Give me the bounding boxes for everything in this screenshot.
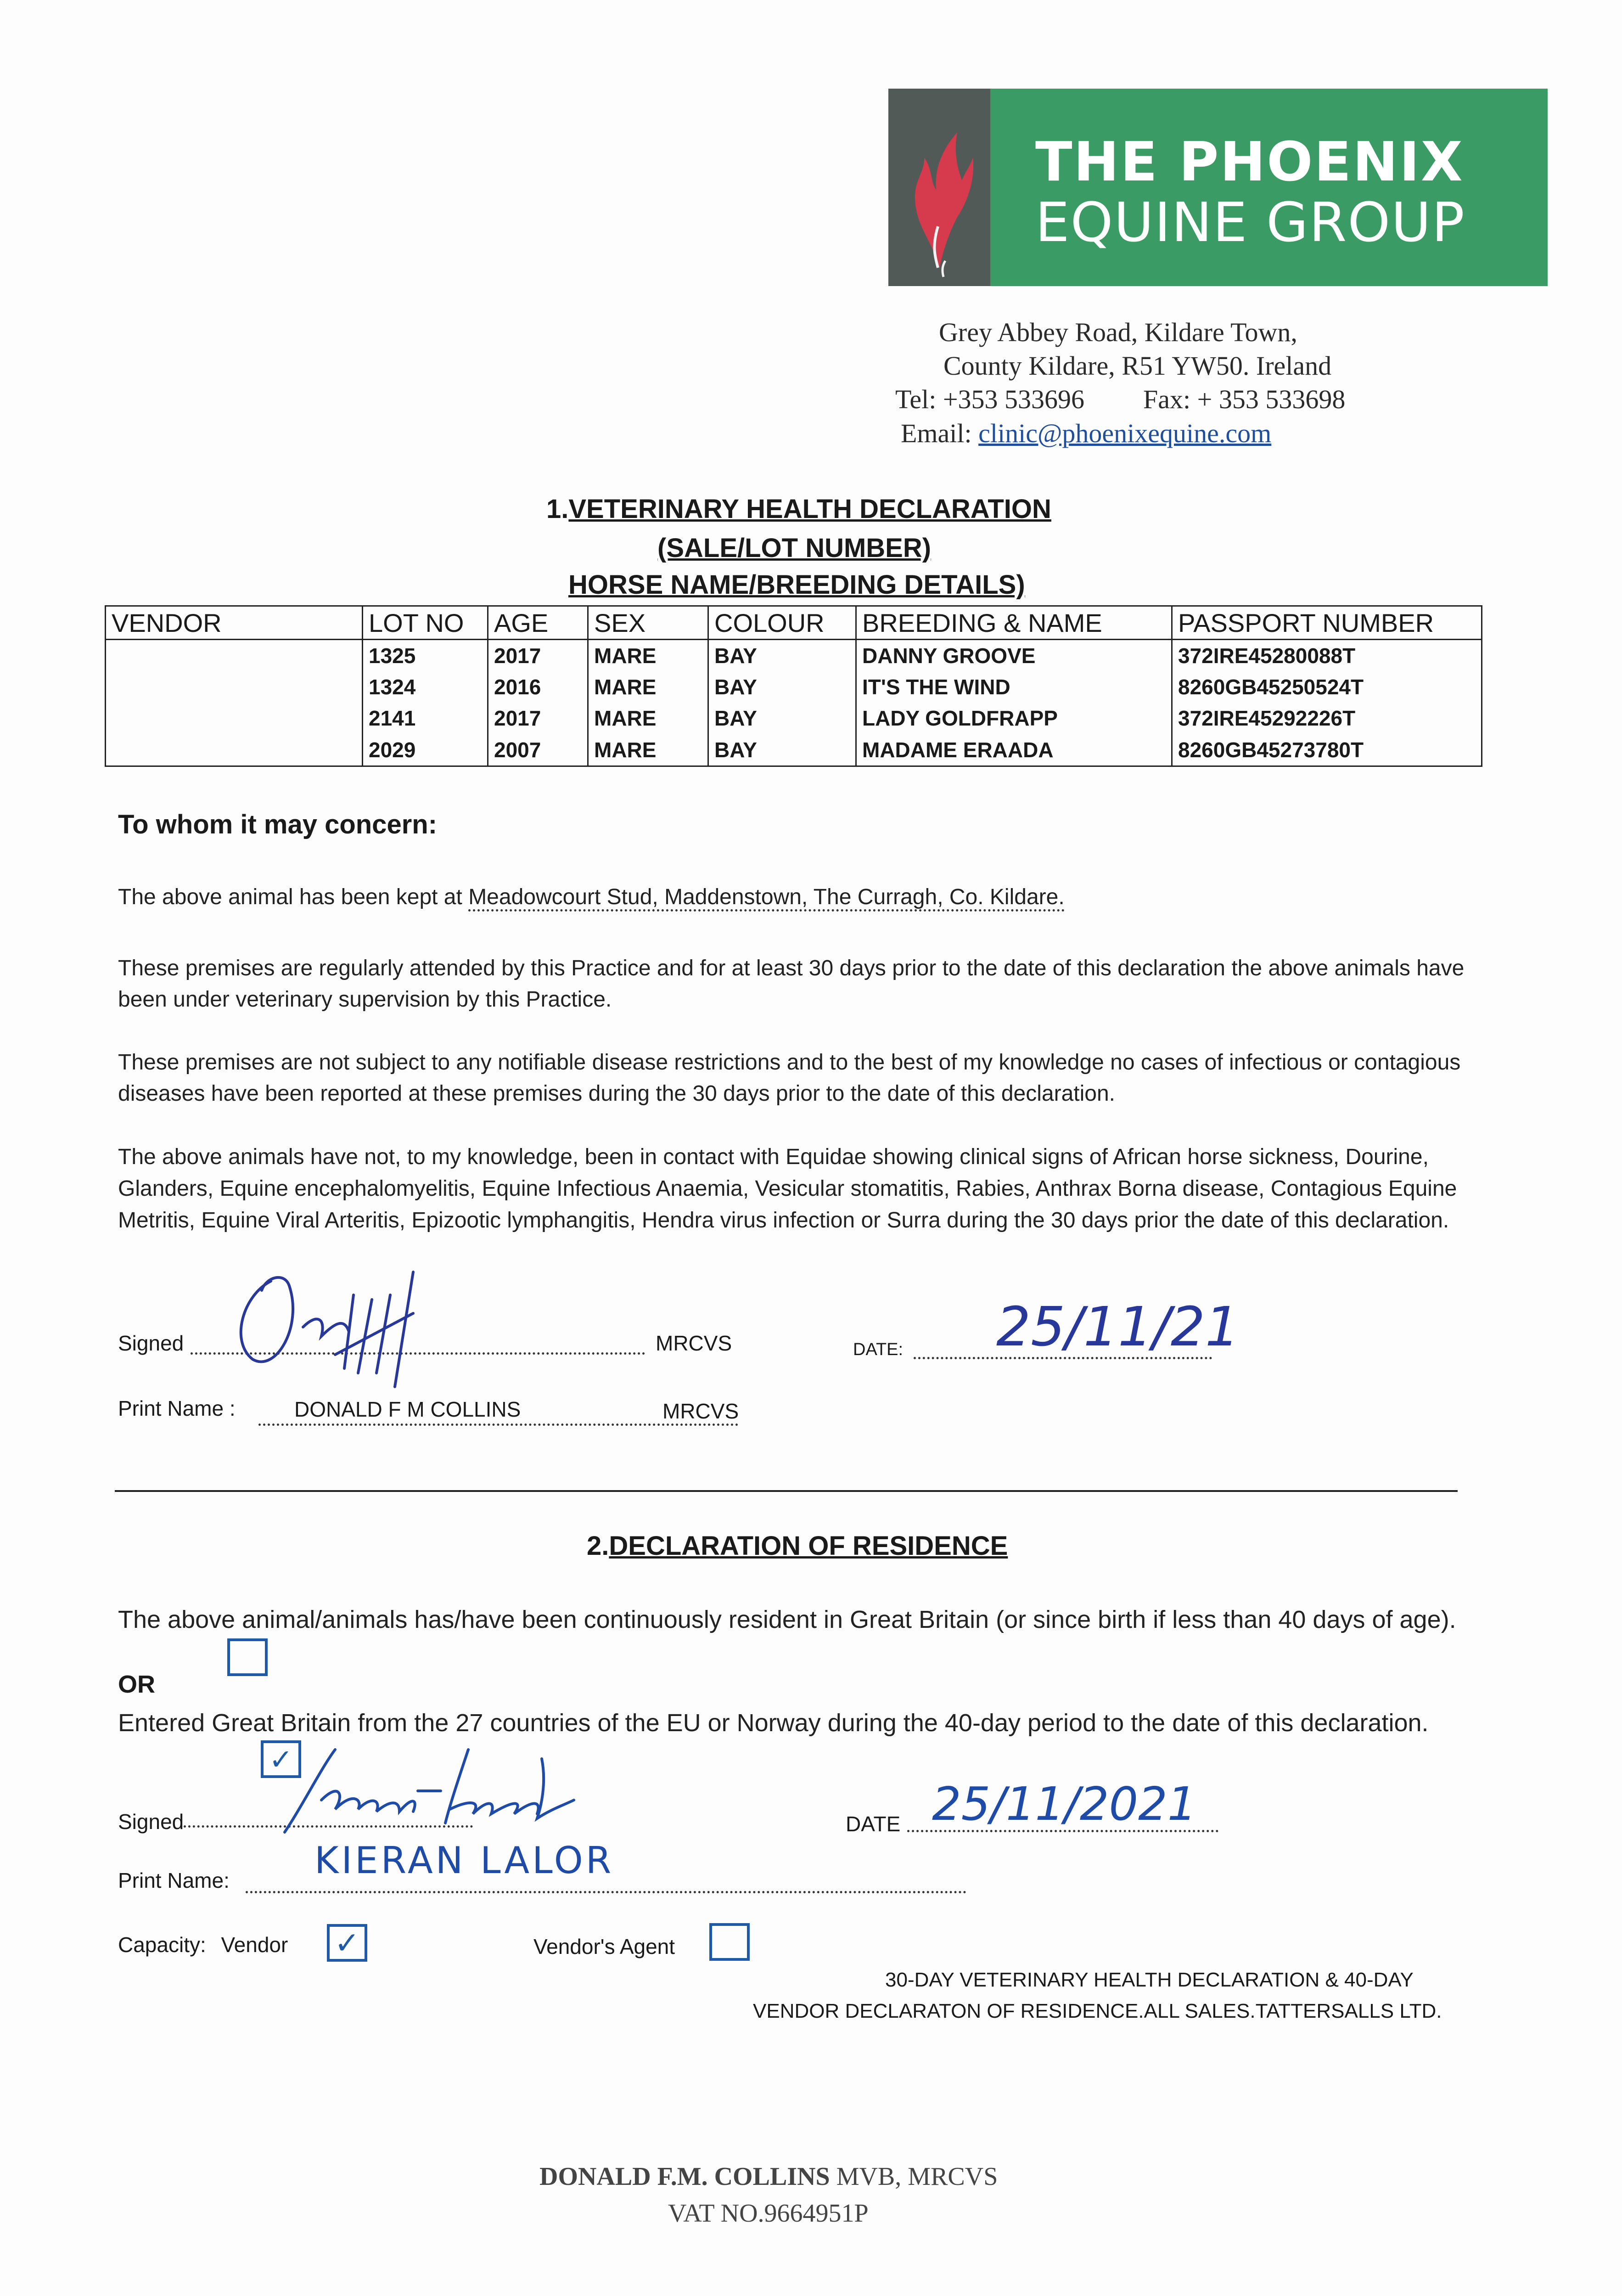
col-header-passport: PASSPORT NUMBER bbox=[1172, 606, 1482, 640]
capacity-vendor-label: Vendor bbox=[221, 1933, 288, 1957]
residence-option-1-text: The above animal/animals has/have been continuously resident in Great Britain (or since birth if less than 40 days of age). bbox=[118, 1606, 1456, 1633]
col-header-age: AGE bbox=[488, 606, 588, 640]
location-value: Meadowcourt Stud, Maddenstown, The Curragh, Co. Kildare. bbox=[468, 885, 1064, 912]
section1-title: VETERINARY HEALTH DECLARATION bbox=[568, 494, 1051, 524]
capacity-agent-label: Vendor's Agent bbox=[533, 1935, 675, 1958]
section1-heading bbox=[546, 494, 1051, 524]
sig1-print-label: Print Name : bbox=[118, 1396, 236, 1420]
vet-signature bbox=[197, 1258, 491, 1396]
cell-sex: MARE bbox=[588, 734, 708, 766]
address-line-2: County Kildare, R51 YW50. Ireland bbox=[943, 351, 1332, 381]
paragraph-supervision: These premises are regularly attended by this Practice and for at least 30 days prior to the date of this declaration the above animals have been under veterinary supervision by this Practice. bbox=[118, 956, 1465, 1012]
sig2-date-label: DATE bbox=[846, 1812, 901, 1836]
cell-colour: BAY bbox=[708, 671, 856, 703]
cell-name: LADY GOLDFRAPP bbox=[856, 703, 1172, 734]
paragraph-disease-restrictions: These premises are not subject to any notifiable disease restrictions and to the best of my knowledge no cases of infectious or contagious diseases have been reported at these premises during the 30 days prior to the date of this declaration. bbox=[118, 1050, 1461, 1106]
col-header-breeding: BREEDING & NAME bbox=[856, 606, 1172, 640]
vendor-signature bbox=[266, 1731, 634, 1841]
sig1-print-name: DONALD F M COLLINS bbox=[294, 1397, 521, 1421]
sig1-mrcvs: MRCVS bbox=[656, 1331, 732, 1355]
paragraph-disease-contact: The above animals have not, to my knowledge, been in contact with Equidae showing clinical signs of African horse sickness, Dourine, Glanders, Equine encephalomyelitis, Equine Infectious Anaemia, Vesicular stomatitis, Rabies, Anthrax Borna disease, Contagious Equine Metritis, Equine Viral Arteritis, Epizootic lymphangitis, Hendra virus infection or Surra during the 30 days prior the date of this declaration. bbox=[118, 1145, 1457, 1232]
table-header-row bbox=[106, 606, 1482, 640]
cell-colour: BAY bbox=[708, 703, 856, 734]
footer-quals: MVB, MRCVS bbox=[836, 2162, 998, 2191]
footer-name-line bbox=[539, 2162, 998, 2191]
footer-name: DONALD F.M. COLLINS bbox=[539, 2162, 830, 2191]
cell-age: 2017 bbox=[488, 640, 588, 672]
cell-vendor bbox=[106, 671, 363, 703]
logo-line-2: EQUINE GROUP bbox=[1035, 191, 1465, 254]
cell-passport: 372IRE45292226T bbox=[1172, 703, 1482, 734]
table-row bbox=[106, 671, 1482, 703]
greeting: To whom it may concern: bbox=[118, 810, 438, 839]
cell-name: MADAME ERAADA bbox=[856, 734, 1172, 766]
sig2-signed-label: Signed bbox=[118, 1810, 184, 1834]
section2-title: DECLARATION OF RESIDENCE bbox=[609, 1531, 1008, 1561]
capacity-agent-checkbox[interactable] bbox=[709, 1923, 750, 1961]
footer-note-line-1: 30-DAY VETERINARY HEALTH DECLARATION & 40-DAY bbox=[885, 1969, 1414, 1991]
sig2-date-handwritten: 25/11/2021 bbox=[932, 1777, 1197, 1831]
sig2-print-name-handwritten: KIERAN LALOR bbox=[314, 1839, 614, 1882]
cell-sex: MARE bbox=[588, 671, 708, 703]
col-header-lot: LOT NO bbox=[363, 606, 488, 640]
sig2-print-label: Print Name: bbox=[118, 1868, 230, 1892]
cell-vendor bbox=[106, 703, 363, 734]
sig1-signed-label: Signed bbox=[118, 1331, 184, 1355]
sig1-date-handwritten: 25/11/21 bbox=[996, 1295, 1240, 1358]
table-row bbox=[106, 703, 1482, 734]
sig1-print-line bbox=[258, 1397, 738, 1426]
cell-passport: 8260GB45273780T bbox=[1172, 734, 1482, 766]
section2-heading bbox=[587, 1531, 1008, 1561]
address-line-1: Grey Abbey Road, Kildare Town, bbox=[939, 317, 1297, 347]
footer-vat: VAT NO.9664951P bbox=[668, 2199, 869, 2228]
cell-colour: BAY bbox=[708, 640, 856, 672]
phoenix-icon bbox=[888, 89, 990, 286]
capacity-label: Capacity: bbox=[118, 1933, 206, 1957]
location-prefix: The above animal has been kept at bbox=[118, 885, 462, 909]
address-email bbox=[901, 418, 1271, 449]
sig2-print-line bbox=[246, 1886, 966, 1893]
cell-passport: 8260GB45250524T bbox=[1172, 671, 1482, 703]
address-tel: Tel: +353 533696 bbox=[895, 384, 1085, 414]
table-row bbox=[106, 640, 1482, 672]
check-mark-icon: ✓ bbox=[334, 1925, 360, 1960]
section1-subtitle-2: HORSE NAME/BREEDING DETAILS) bbox=[568, 570, 1025, 600]
col-header-colour: COLOUR bbox=[708, 606, 856, 640]
cell-lot: 1324 bbox=[363, 671, 488, 703]
address-fax: Fax: + 353 533698 bbox=[1143, 384, 1346, 414]
cell-lot: 2141 bbox=[363, 703, 488, 734]
or-separator: OR bbox=[118, 1671, 155, 1698]
section-divider bbox=[115, 1490, 1458, 1492]
paragraph-location bbox=[118, 882, 1486, 913]
cell-age: 2007 bbox=[488, 734, 588, 766]
cell-age: 2017 bbox=[488, 703, 588, 734]
col-header-vendor: VENDOR bbox=[106, 606, 363, 640]
lot-table bbox=[105, 605, 1482, 767]
email-label: Email: bbox=[901, 418, 972, 448]
company-logo bbox=[888, 89, 1548, 286]
residence-option-1-checkbox[interactable] bbox=[227, 1638, 268, 1676]
capacity-vendor-checkbox[interactable] bbox=[327, 1924, 367, 1962]
sig1-date-label: DATE: bbox=[853, 1340, 904, 1359]
email-link[interactable]: clinic@phoenixequine.com bbox=[978, 418, 1272, 448]
sig1-print-suffix: MRCVS bbox=[662, 1399, 739, 1423]
cell-sex: MARE bbox=[588, 703, 708, 734]
cell-name: IT'S THE WIND bbox=[856, 671, 1172, 703]
cell-age: 2016 bbox=[488, 671, 588, 703]
residence-option-1 bbox=[118, 1603, 1477, 1637]
cell-colour: BAY bbox=[708, 734, 856, 766]
section2-number: 2. bbox=[587, 1531, 609, 1561]
cell-lot: 2029 bbox=[363, 734, 488, 766]
logo-line-1: THE PHOENIX bbox=[1035, 130, 1464, 193]
cell-lot: 1325 bbox=[363, 640, 488, 672]
residence-option-2-text: Entered Great Britain from the 27 countries of the EU or Norway during the 40-day period to the date of this declaration. bbox=[118, 1709, 1429, 1737]
col-header-sex: SEX bbox=[588, 606, 708, 640]
cell-sex: MARE bbox=[588, 640, 708, 672]
capacity-row bbox=[118, 1932, 288, 1957]
section1-number: 1. bbox=[546, 494, 569, 524]
check-mark-icon: ✓ bbox=[269, 1744, 293, 1776]
section1-subtitle-1: (SALE/LOT NUMBER) bbox=[657, 533, 932, 563]
table-row bbox=[106, 734, 1482, 766]
cell-passport: 372IRE45280088T bbox=[1172, 640, 1482, 672]
cell-vendor bbox=[106, 640, 363, 672]
footer-note-line-2: VENDOR DECLARATON OF RESIDENCE.ALL SALES.TATTERSALLS LTD. bbox=[753, 2000, 1442, 2022]
cell-vendor bbox=[106, 734, 363, 766]
cell-name: DANNY GROOVE bbox=[856, 640, 1172, 672]
